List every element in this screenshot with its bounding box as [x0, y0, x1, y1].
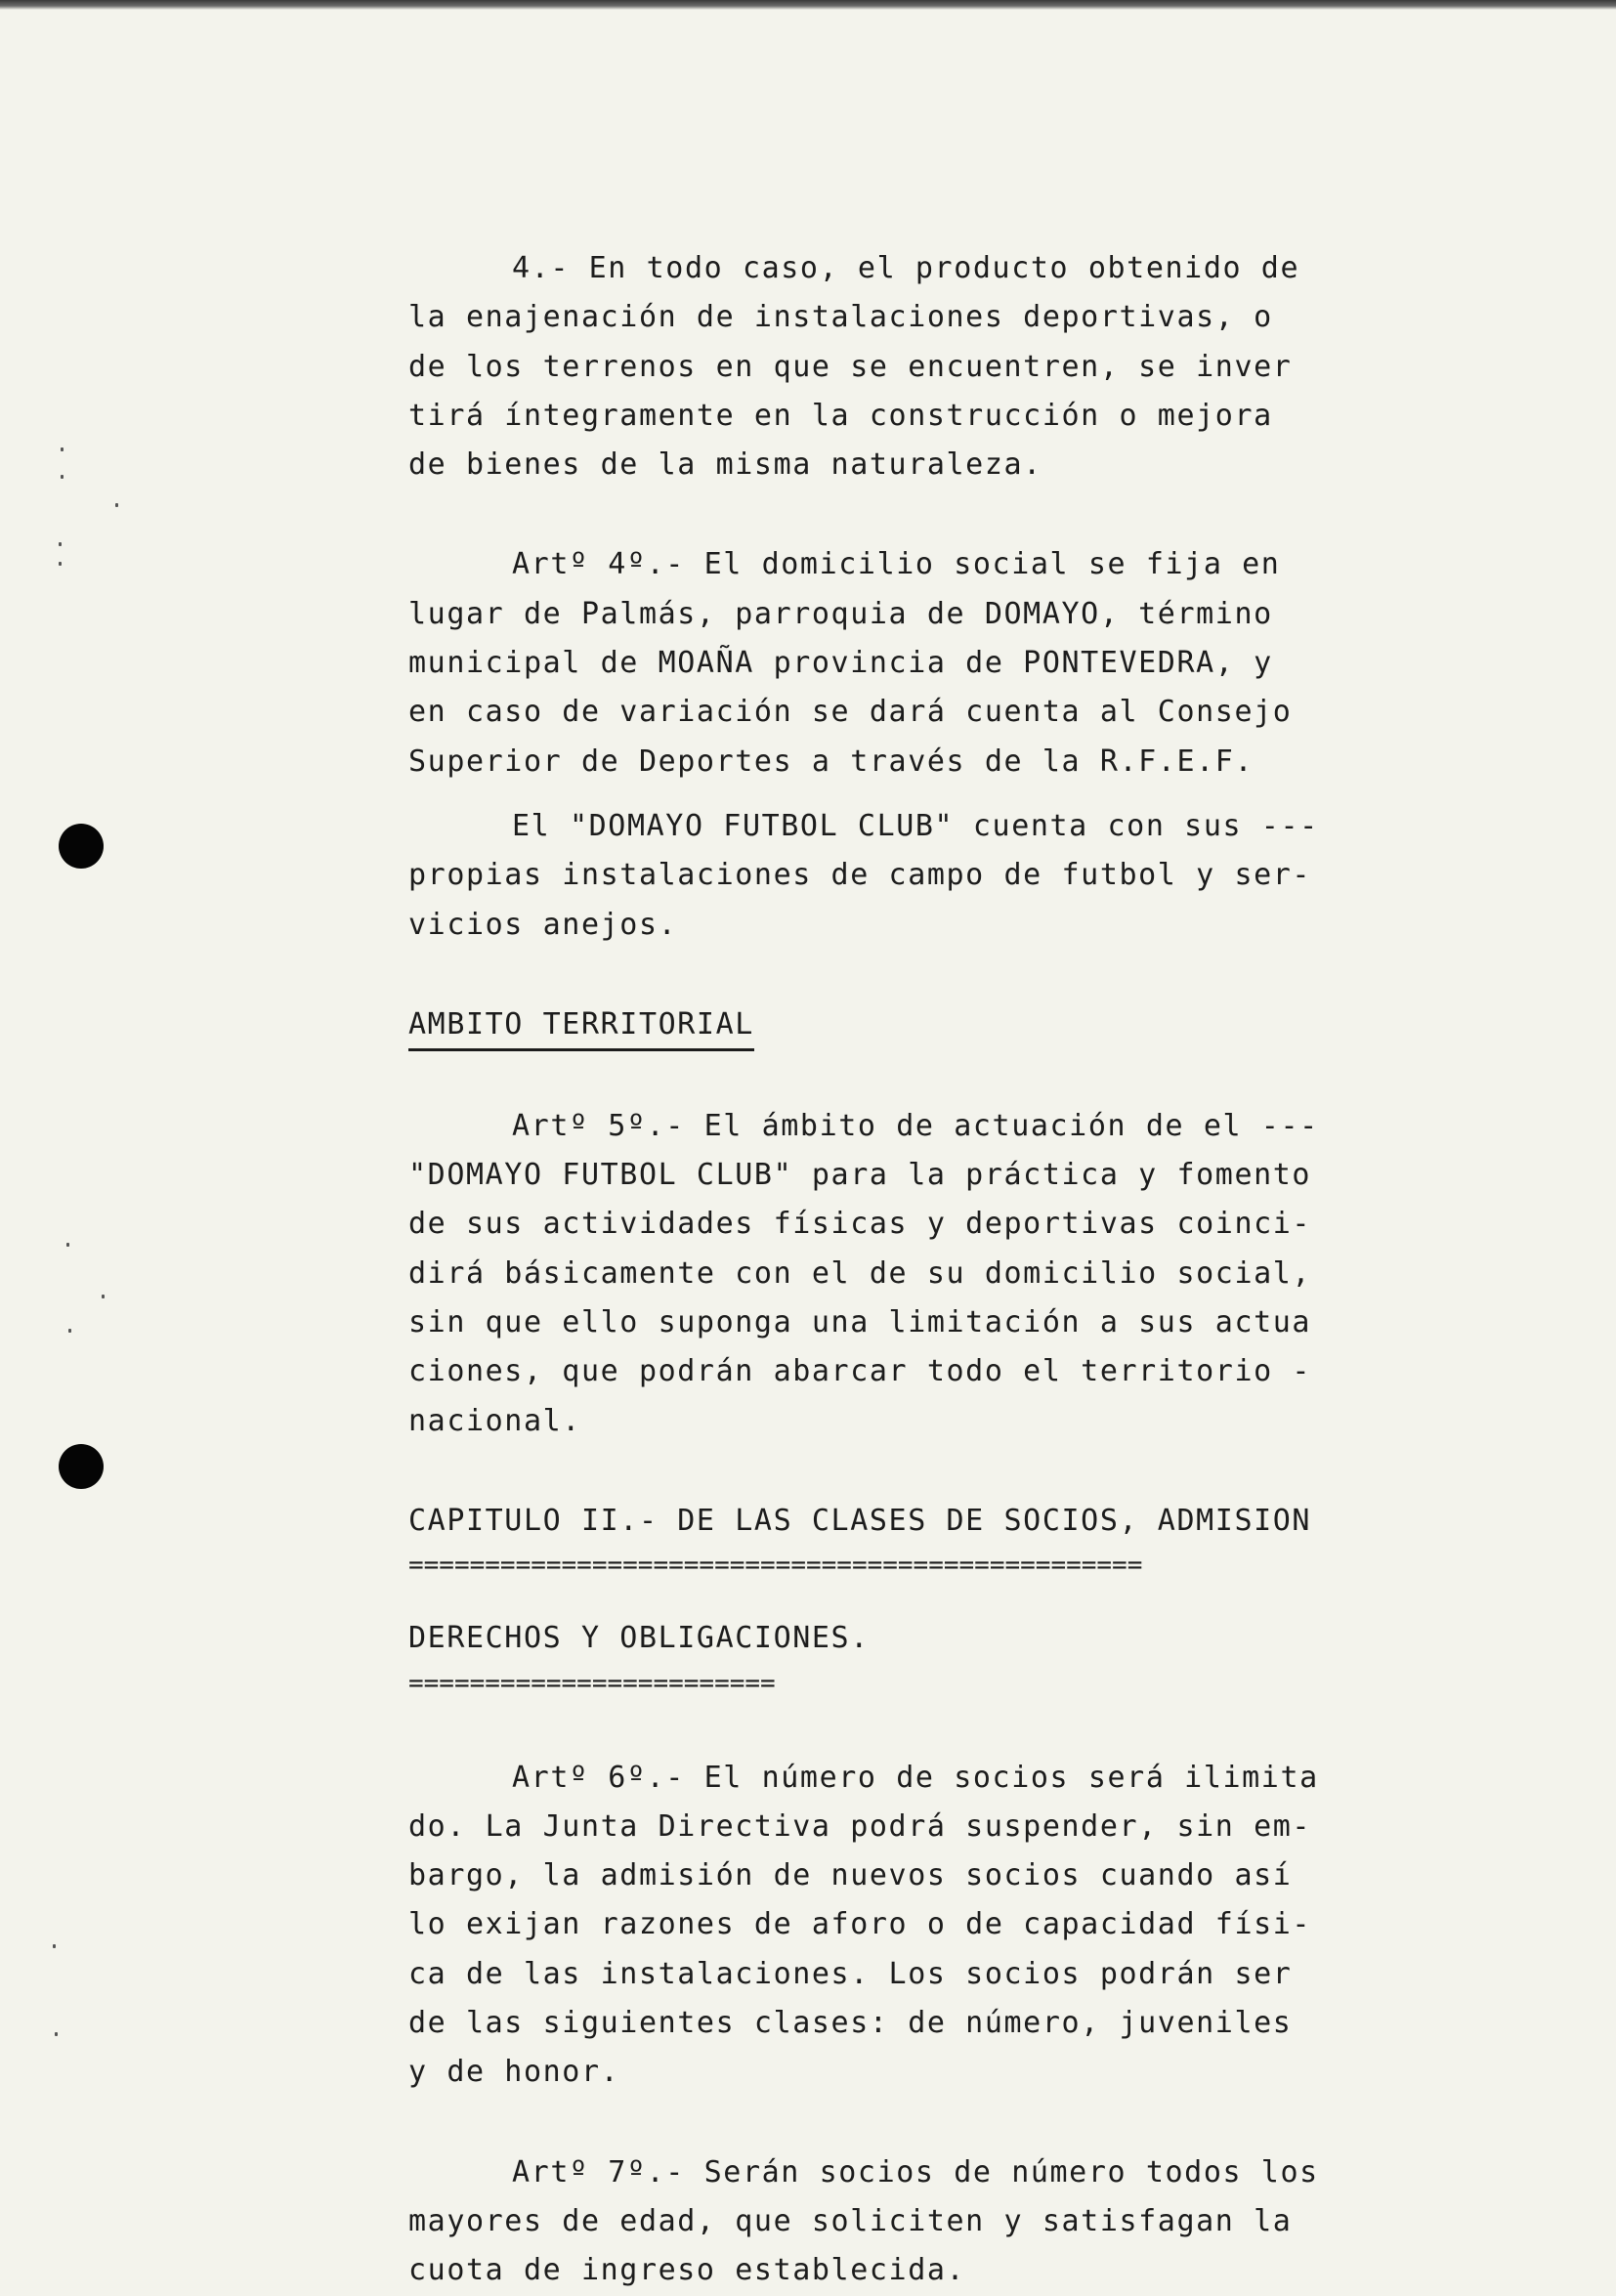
article-4-installations: [408, 802, 1346, 950]
text-line: Artº 7º.- Serán socios de número todos los: [512, 2154, 1319, 2190]
text-line: la enajenación de instalaciones deportivas, o: [408, 300, 1273, 335]
punch-hole-bottom: [59, 1444, 104, 1489]
text-line: de los terrenos en que se encuentren, se inver: [408, 349, 1293, 384]
text-line: 4.- En todo caso, el producto obtenido de: [512, 251, 1300, 285]
scan-speck: [61, 447, 64, 451]
text-line: y de honor.: [408, 2055, 620, 2090]
text-line: tirá íntegramente en la construcción o mejora: [408, 398, 1273, 433]
text-line: "DOMAYO FUTBOL CLUB" para la práctica y fomento: [408, 1158, 1312, 1193]
document-page: [408, 244, 1346, 2296]
scan-speck: [102, 1295, 105, 1298]
scan-speck: [59, 562, 62, 566]
text-line: Artº 4º.- El domicilio social se fija en: [512, 547, 1281, 582]
chapter-2-heading: [408, 1497, 1346, 1703]
text-line: Superior de Deportes a través de la R.F.E.F.: [408, 744, 1255, 779]
scan-speck: [66, 1243, 69, 1247]
text-line: mayores de edad, que soliciten y satisfagan la: [408, 2203, 1293, 2238]
ambito-heading-text: AMBITO TERRITORIAL: [408, 1005, 754, 1051]
text-line: en caso de variación se dará cuenta al Consejo: [408, 695, 1293, 730]
text-line: bargo, la admisión de nuevos socios cuando así: [408, 1858, 1293, 1893]
scan-speck: [68, 1329, 71, 1333]
text-line: cuota de ingreso establecida.: [408, 2253, 966, 2288]
scan-speck: [61, 475, 64, 479]
text-line: sin que ello suponga una limitación a sus actua: [408, 1305, 1312, 1340]
text-line: Artº 5º.- El ámbito de actuación de el ---: [512, 1108, 1319, 1143]
scan-speck: [53, 1944, 56, 1948]
chapter-rule-1: ================================================: [408, 1551, 1143, 1581]
text-line: El "DOMAYO FUTBOL CLUB" cuenta con sus ---: [512, 808, 1319, 843]
paragraph-4: [408, 244, 1346, 489]
article-6: [408, 1754, 1346, 2098]
text-line: do. La Junta Directiva podrá suspender, sin em-: [408, 1808, 1312, 1844]
text-line: de sus actividades físicas y deportivas coinci-: [408, 1207, 1312, 1242]
chapter-title-line-1: CAPITULO II.- DE LAS CLASES DE SOCIOS, ADMISION: [408, 1503, 1312, 1538]
text-line: de las siguientes clases: de número, juveniles: [408, 2006, 1293, 2041]
punch-hole-top: [59, 824, 104, 869]
article-4: [408, 540, 1346, 786]
text-line: de bienes de la misma naturaleza.: [408, 447, 1042, 483]
article-5: [408, 1102, 1346, 1446]
chapter-title-line-2: DERECHOS Y OBLIGACIONES.: [408, 1621, 870, 1656]
text-line: vicios anejos.: [408, 907, 678, 942]
text-line: propias instalaciones de campo de futbol y ser-: [408, 858, 1312, 893]
scan-top-edge: [0, 0, 1616, 10]
text-line: dirá básicamente con el de su domicilio social,: [408, 1255, 1312, 1291]
text-line: ciones, que podrán abarcar todo el territorio -: [408, 1354, 1312, 1389]
chapter-rule-2: ========================: [408, 1668, 776, 1698]
scan-speck: [59, 542, 62, 546]
text-line: nacional.: [408, 1403, 581, 1438]
scan-speck: [55, 2032, 58, 2036]
section-heading-ambito: [408, 1000, 1346, 1051]
scan-speck: [115, 503, 118, 507]
article-7: [408, 2148, 1346, 2296]
text-line: lugar de Palmás, parroquia de DOMAYO, término: [408, 596, 1273, 631]
text-line: municipal de MOAÑA provincia de PONTEVEDRA, y: [408, 646, 1273, 681]
text-line: Artº 6º.- El número de socios será ilimita: [512, 1760, 1319, 1795]
text-line: ca de las instalaciones. Los socios podrán ser: [408, 1956, 1293, 1991]
text-line: lo exijan razones de aforo o de capacidad físi-: [408, 1907, 1312, 1942]
